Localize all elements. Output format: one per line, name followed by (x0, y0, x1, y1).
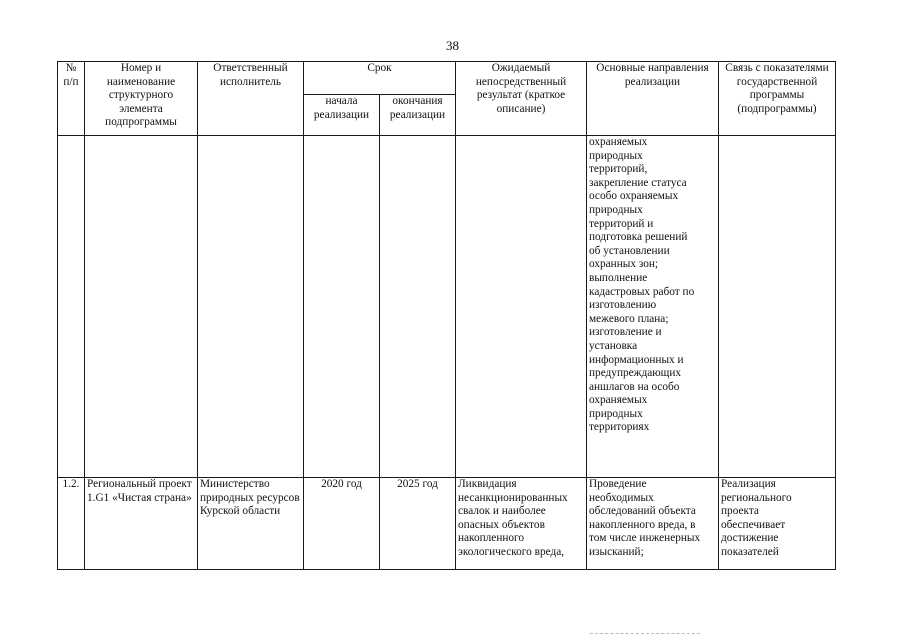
header-result: Ожидаемый непосредственный результат (краткое описание) (456, 62, 587, 136)
header-element: Номер и наименование структурного элемента подпрограммы (85, 62, 198, 136)
cell-empty (719, 136, 836, 478)
text-line: изготовлению (589, 299, 657, 312)
continuation-directions-cell (587, 136, 719, 478)
header-link: Связь с показателями государственной программы (подпрограммы) (719, 62, 836, 136)
text-line: информационных и (589, 353, 684, 366)
text-line: охраняемых (589, 136, 648, 148)
text-line: том числе инженерных (589, 532, 701, 545)
text-line: охранных зон; (589, 258, 659, 271)
text-line: изготовление и (589, 326, 662, 339)
text-line: особо охраняемых (589, 190, 679, 203)
executor-cell: Министерство природных ресурсов Курской области (198, 478, 304, 570)
header-term-end: окончания реализации (380, 95, 456, 136)
text-line: свалок и наиболее (458, 505, 546, 518)
row-number: 1.2. (58, 478, 85, 570)
text-line: об установлении (589, 244, 670, 257)
cell-empty (58, 136, 85, 478)
text-line: аншлагов на особо (589, 380, 680, 393)
text-line: Реализация (721, 478, 776, 490)
text-line: несанкционированных (458, 491, 568, 504)
element-name-cell: Региональный проект 1.G1 «Чистая страна» (85, 478, 198, 570)
text-line: природных (589, 203, 643, 216)
result-cell (456, 478, 587, 570)
text-line: регионального (721, 491, 792, 504)
text-line: показателей (721, 545, 779, 558)
text-line: Ликвидация (458, 478, 517, 490)
text-line: накопленного вреда, в (589, 518, 696, 531)
text-line: проекта (721, 505, 759, 518)
table-row-continuation (58, 136, 836, 478)
text-line: закрепление статуса (589, 176, 687, 189)
text-line: Проведение (589, 478, 647, 490)
text-line: экологического вреда, (458, 545, 565, 558)
cell-empty (456, 136, 587, 478)
directions-cell (587, 478, 719, 570)
cell-empty (198, 136, 304, 478)
header-executor: Ответственный исполнитель (198, 62, 304, 136)
start-date-cell: 2020 год (304, 478, 380, 570)
page-number: 38 (446, 38, 459, 53)
text-line: накопленного (458, 532, 525, 545)
text-line: необходимых (589, 491, 654, 504)
text-line: выполнение (589, 271, 648, 284)
header-directions: Основные направления реализации (587, 62, 719, 136)
link-cell (719, 478, 836, 570)
text-line: межевого плана; (589, 312, 669, 325)
text-line: территориях (589, 421, 650, 434)
text-line: опасных объектов (458, 518, 545, 531)
text-line: подготовка решений (589, 231, 688, 244)
cell-empty (380, 136, 456, 478)
subprogram-table (57, 61, 836, 570)
text-line: предупреждающих (589, 367, 682, 380)
text-line: природных (589, 149, 643, 162)
scan-artifact (590, 633, 700, 636)
header-term-start: начала реализации (304, 95, 380, 136)
end-date-cell: 2025 год (380, 478, 456, 570)
cell-empty (304, 136, 380, 478)
cell-empty (85, 136, 198, 478)
header-number: № п/п (58, 62, 85, 136)
header-term: Срок (304, 62, 456, 95)
table-row-1-2 (58, 478, 836, 570)
text-line: территорий, (589, 163, 648, 176)
text-line: территорий и (589, 217, 654, 230)
text-line: обследований объекта (589, 505, 696, 518)
text-line: обеспечивает (721, 518, 786, 531)
text-line: изысканий; (589, 545, 644, 558)
text-line: кадастровых работ по (589, 285, 695, 298)
text-line: установка (589, 339, 638, 352)
text-line: достижение (721, 532, 779, 545)
text-line: охраняемых (589, 394, 648, 407)
text-line: природных (589, 407, 643, 420)
